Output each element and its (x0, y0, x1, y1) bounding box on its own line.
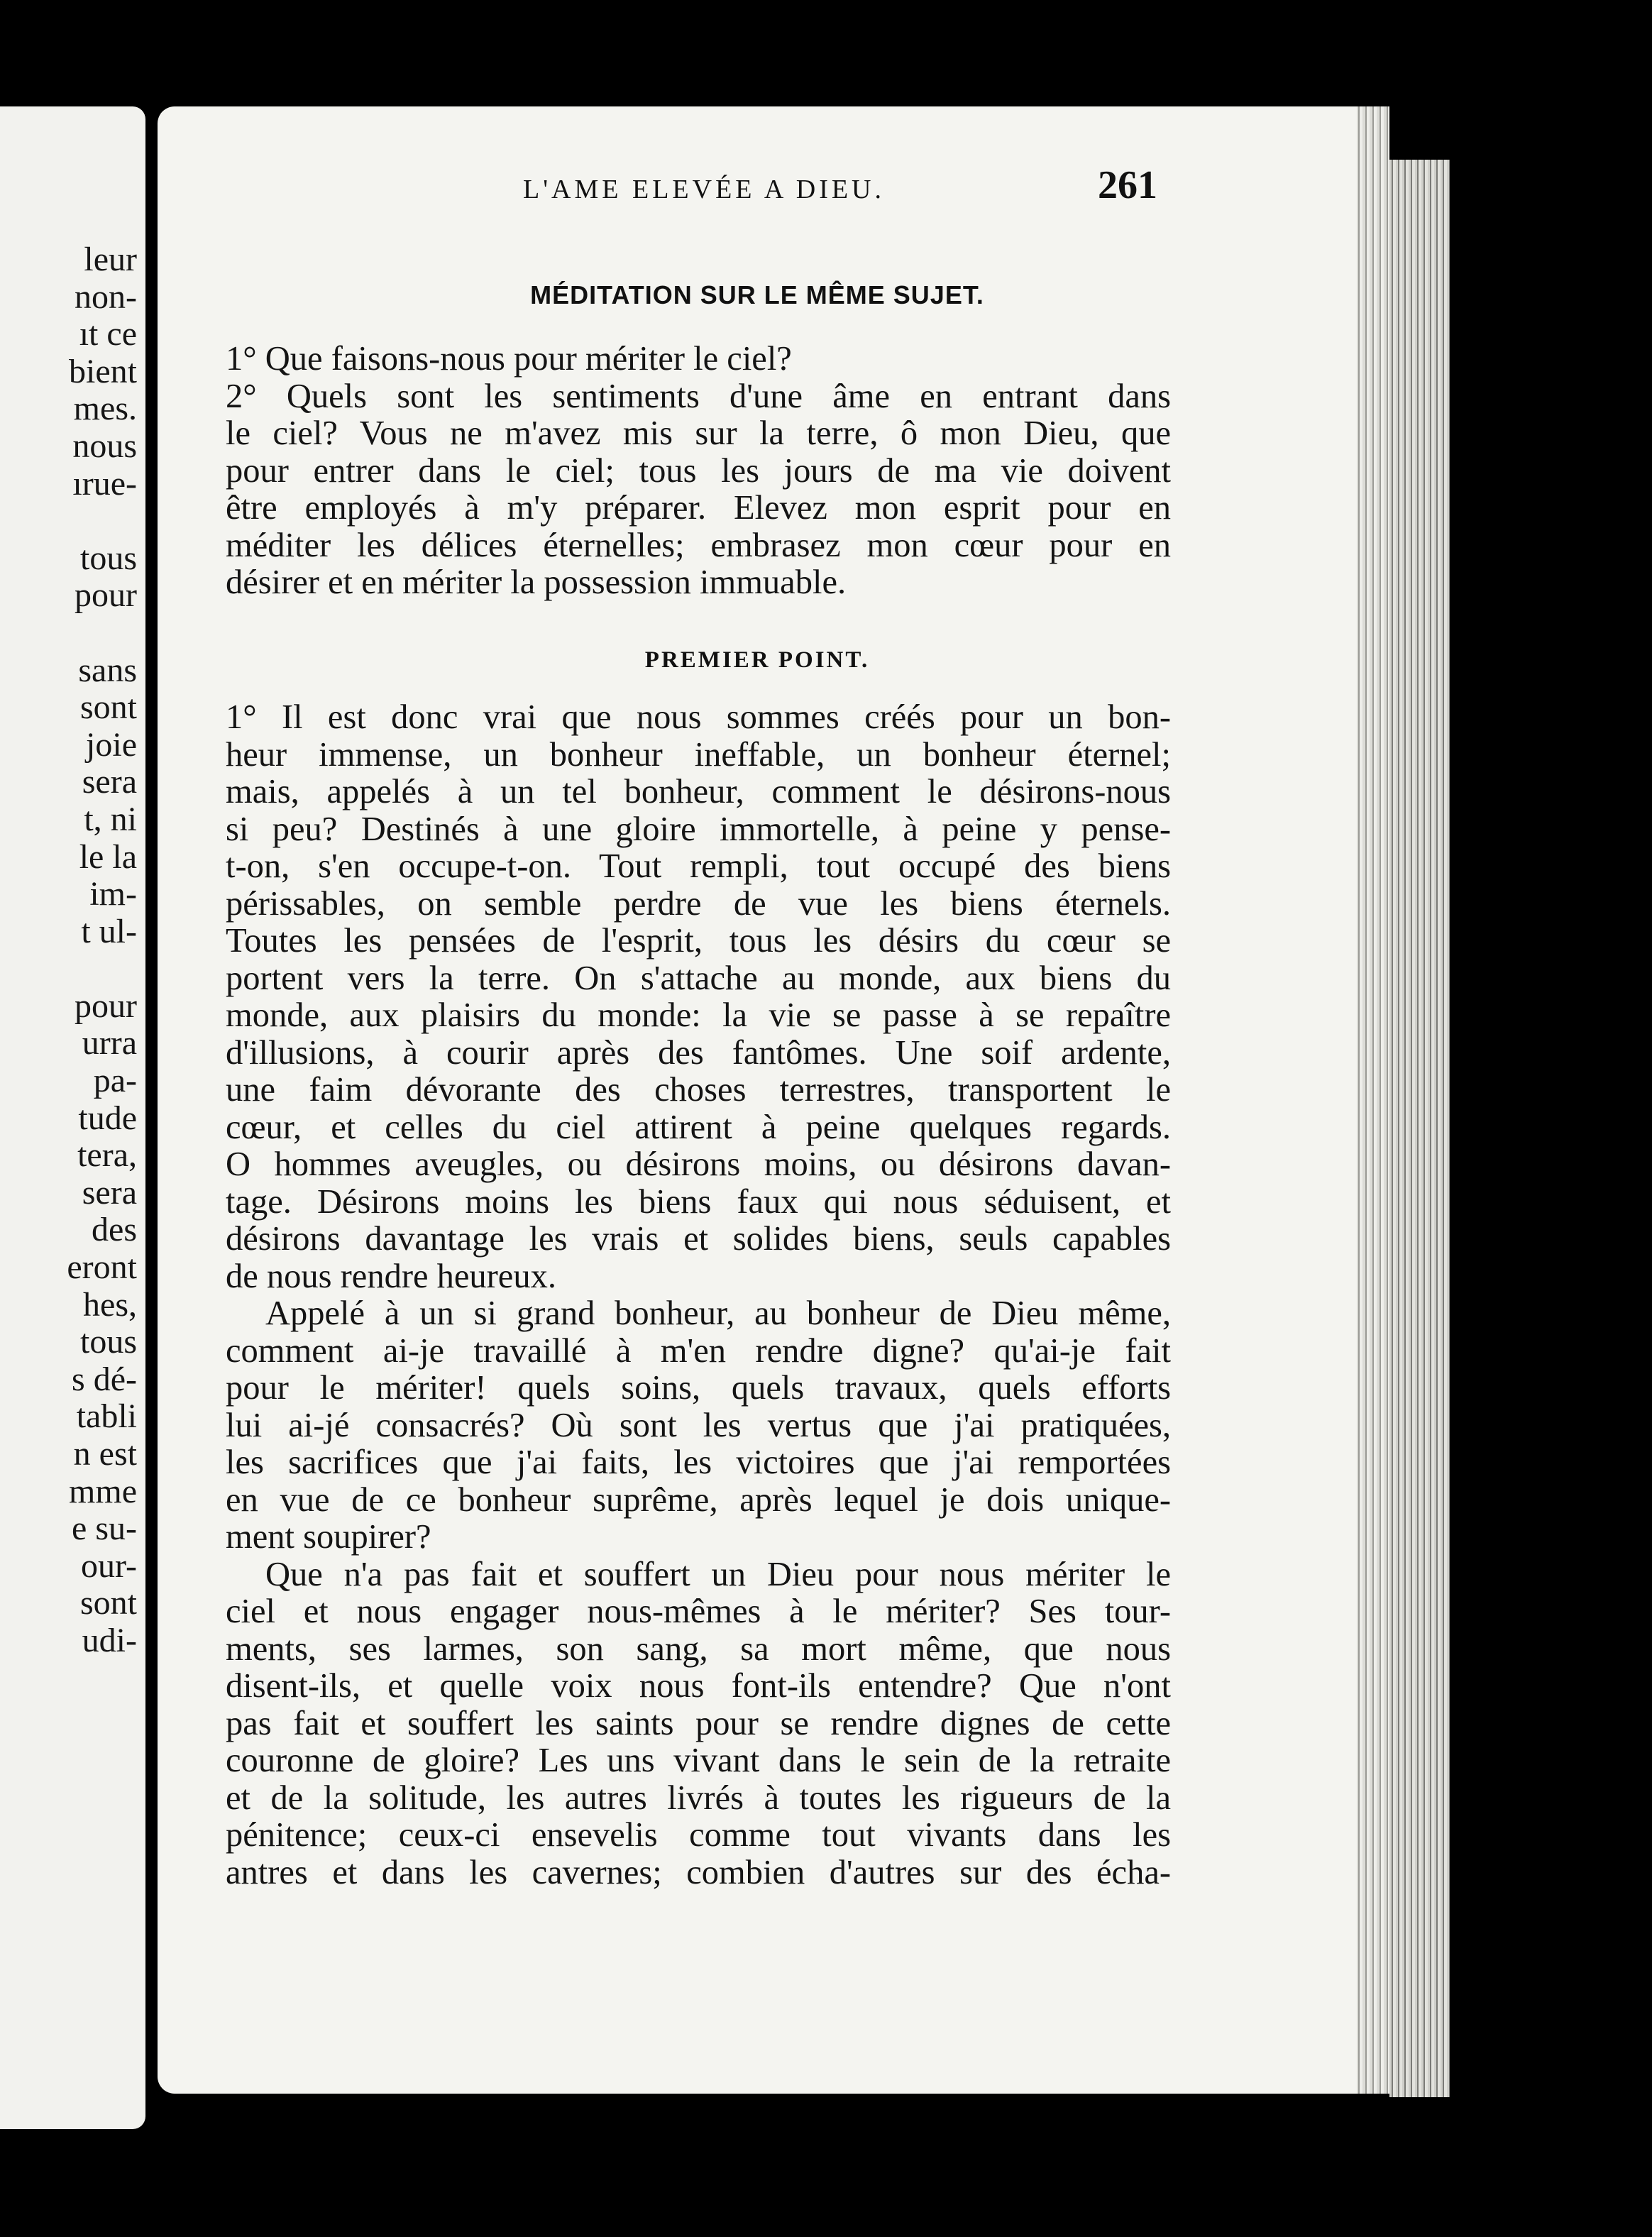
left-page-line: hes, (83, 1285, 137, 1324)
left-page-line: des (92, 1211, 137, 1249)
left-page-line (0, 950, 137, 988)
left-page-line: bient (69, 352, 137, 390)
text-line: pénitence; ceux-ci ensevelis comme tout vivants dans les (226, 1816, 1171, 1854)
left-page-line: ırue- (72, 464, 137, 502)
running-head: L'AME ELEVÉE A DIEU. (523, 175, 886, 204)
text-line: pour le mériter! quels soins, quels travaux, quels efforts (226, 1369, 1171, 1407)
left-page-line: pa- (93, 1062, 137, 1100)
left-page-fragment (0, 106, 145, 2129)
left-page-line: leur (84, 241, 137, 278)
text-line: disent-ils, et quelle voix nous font-ils entendre? Que n'ont (226, 1667, 1171, 1705)
left-page-line: sont (79, 1584, 137, 1622)
text-line: ment soupirer? (226, 1518, 431, 1556)
text-line: ments, ses larmes, son sang, sa mort même, que nous (226, 1629, 1171, 1668)
text-line: Toutes les pensées de l'esprit, tous les désirs du cœur se (226, 922, 1171, 960)
text-line: Que n'a pas fait et souffert un Dieu pour nous mériter le (265, 1555, 1171, 1593)
left-page-line: pour (75, 576, 137, 615)
left-page-line: sera (82, 1173, 137, 1211)
left-page-line: our- (80, 1546, 137, 1585)
text-line: si peu? Destinés à une gloire immortelle, à peine y pense- (226, 810, 1171, 848)
text-line: d'illusions, à courir après des fantômes. Une soif ardente, (226, 1033, 1171, 1072)
text-line: ciel et nous engager nous-mêmes à le mériter? Ses tour- (226, 1593, 1171, 1630)
text-line: t-on, s'en occupe-t-on. Tout rempli, tout occupé des biens (226, 847, 1171, 885)
left-page-line: im- (89, 875, 137, 913)
text-line: lui ai-jé consacrés? Où sont les vertus que j'ai pratiquées, (226, 1406, 1171, 1444)
left-page-line (0, 502, 137, 540)
text-line: antres et dans les cavernes; combien d'autres sur des écha- (226, 1853, 1171, 1891)
left-page-line: sont (79, 688, 137, 727)
left-page-line: ıt ce (79, 315, 137, 353)
left-page-line: t, ni (84, 800, 137, 838)
left-page-line: mme (69, 1472, 137, 1510)
left-page-line: pour (75, 986, 137, 1025)
text-line: 2° Quels sont les sentiments d'une âme en entrant dans (226, 377, 1171, 415)
text-line: être employés à m'y préparer. Elevez mon esprit pour en (226, 489, 1171, 527)
text-line: le ciel? Vous ne m'avez mis sur la terre, ô mon Dieu, que (226, 414, 1171, 452)
text-line: mais, appelés à un tel bonheur, comment le désirons-nous (226, 773, 1171, 810)
text-line: portent vers la terre. On s'attache au monde, aux biens du (226, 959, 1171, 997)
text-line: cœur, et celles du ciel attirent à peine quelques regards. (226, 1108, 1171, 1146)
left-page-line: mes. (73, 390, 137, 428)
left-page-line: udi- (82, 1621, 137, 1659)
text-line: pas fait et souffert les saints pour se rendre dignes de cette (226, 1704, 1171, 1742)
text-line: 1° Que faisons-nous pour mériter le ciel? (226, 340, 792, 378)
left-page-line: urra (82, 1024, 137, 1062)
text-line: désirons davantage les vrais et solides biens, seuls capables (226, 1220, 1171, 1258)
text-line: comment ai-je travaillé à m'en rendre digne? qu'ai-je fait (226, 1331, 1171, 1370)
left-page-line: tera, (77, 1136, 137, 1175)
text-line: heur immense, un bonheur ineffable, un bonheur éternel; (226, 735, 1171, 774)
page-number: 261 (1098, 163, 1157, 207)
text-line: les sacrifices que j'ai faits, les victoires que j'ai remportées (226, 1444, 1171, 1481)
left-page-line: sera (82, 763, 137, 801)
left-page-line: le la (79, 837, 137, 876)
text-line: de nous rendre heureux. (226, 1257, 556, 1295)
text-line: en vue de ce bonheur suprême, après lequel je dois unique- (226, 1480, 1171, 1519)
text-line: Appelé à un si grand bonheur, au bonheur de Dieu même, (265, 1295, 1171, 1332)
point-title: PREMIER POINT. (644, 647, 870, 673)
left-page-line (0, 615, 137, 652)
text-line: couronne de gloire? Les uns vivant dans le sein de la retraite (226, 1742, 1171, 1779)
left-page-line: tous (79, 1323, 137, 1361)
left-page-line: t ul- (81, 912, 137, 950)
text-line: 1° Il est donc vrai que nous sommes créés pour un bon- (226, 698, 1171, 736)
left-page-line: s dé- (72, 1360, 137, 1398)
text-line: et de la solitude, les autres livrés à toutes les rigueurs de la (226, 1779, 1171, 1817)
text-line: tage. Désirons moins les biens faux qui nous séduisent, et (226, 1182, 1171, 1221)
left-page-line: tous (79, 539, 137, 577)
left-page-line: tabli (76, 1397, 137, 1436)
text-line: méditer les délices éternelles; embrasez mon cœur pour en (226, 526, 1171, 564)
left-page-line: tude (78, 1099, 137, 1137)
text-line: désirer et en mériter la possession immuable. (226, 564, 847, 601)
left-page-line: e su- (72, 1510, 137, 1548)
text-line: O hommes aveugles, ou désirons moins, ou désirons davan- (226, 1145, 1171, 1183)
text-line: pour entrer dans le ciel; tous les jours de ma vie doivent (226, 451, 1171, 490)
body-text (226, 699, 1171, 1891)
section-title: MÉDITATION SUR LE MÊME SUJET. (530, 280, 984, 309)
intro-paragraph (226, 341, 1171, 602)
left-page-line: sans (78, 651, 137, 689)
text-line: périssables, on semble perdre de vue les biens éternels. (226, 884, 1171, 923)
page-header (158, 163, 1357, 224)
left-page-line: non- (75, 277, 137, 316)
text-line: monde, aux plaisirs du monde: la vie se passe à se repaître (226, 996, 1171, 1034)
page-edges-back (1389, 160, 1450, 2097)
left-page-line: nous (72, 427, 137, 465)
left-page-text (0, 241, 145, 1660)
text-line: une faim dévorante des choses terrestres, transportent le (226, 1071, 1171, 1109)
left-page-line: joie (86, 725, 137, 764)
right-page (158, 106, 1357, 2094)
left-page-line: eront (67, 1248, 137, 1287)
left-page-line: n est (73, 1435, 137, 1473)
